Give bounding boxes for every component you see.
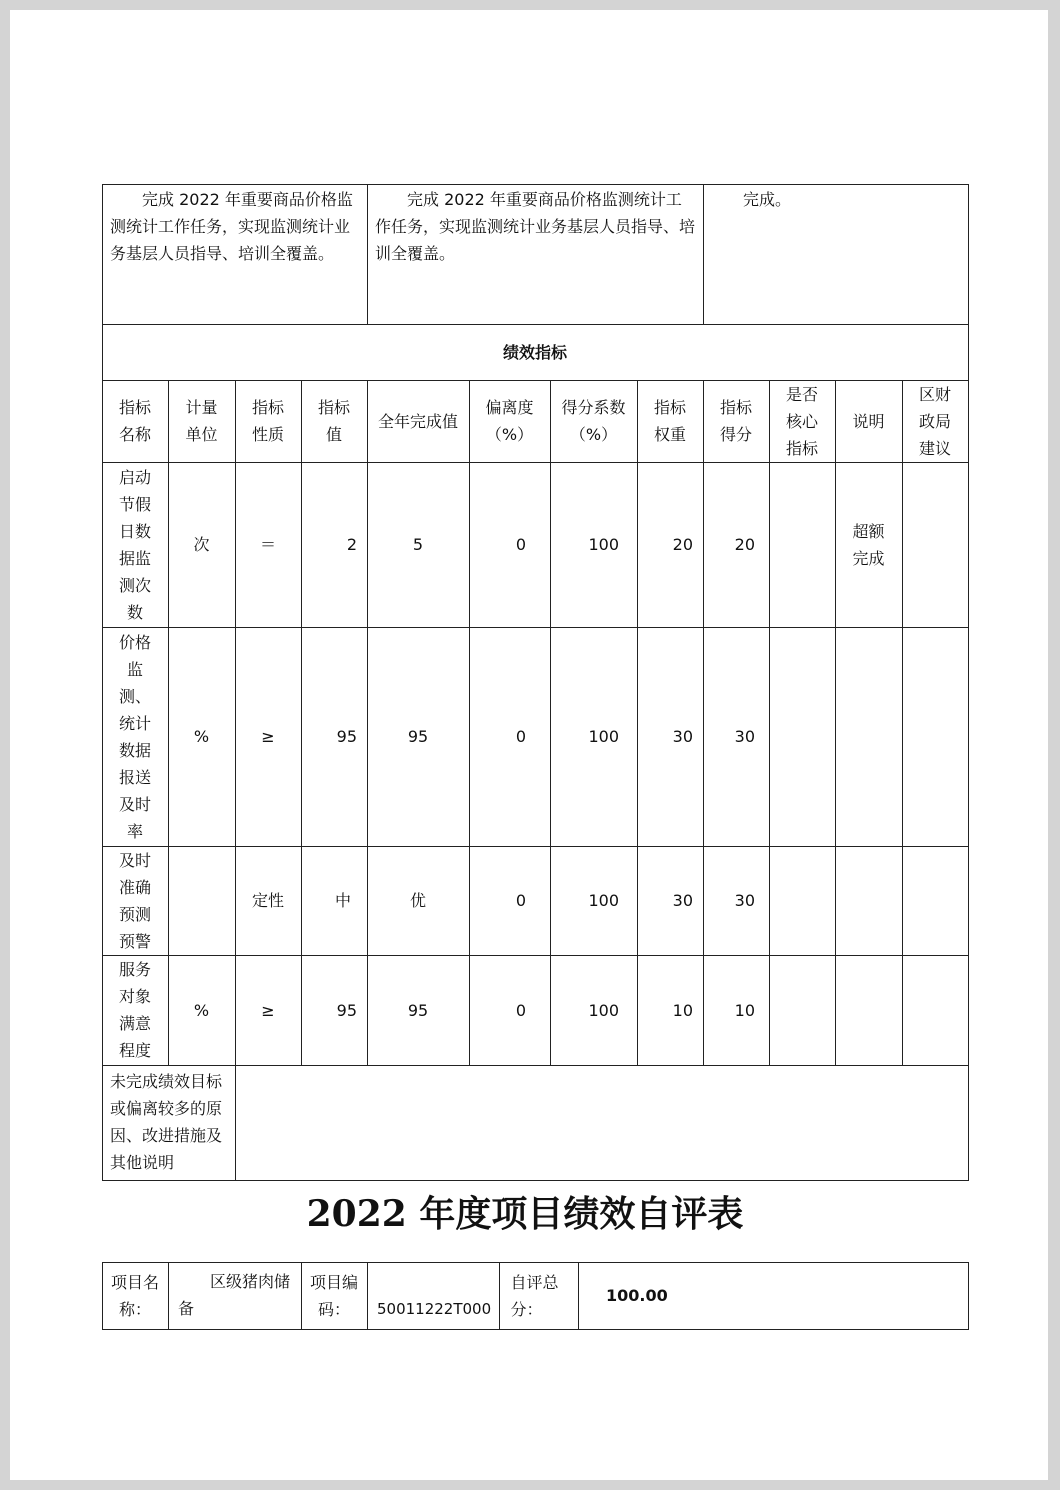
performance-section-title: 绩效指标 [502, 342, 567, 362]
row-note: 超额完成 [852, 521, 885, 568]
header-weight: 指标权重 [653, 398, 686, 444]
row-note [835, 846, 902, 955]
project-code-label: 项目编码： [310, 1272, 359, 1319]
row-actual: 5 [412, 535, 424, 554]
project-name-value: 区级猪肉储备 [178, 1272, 291, 1318]
row-note [835, 627, 902, 846]
row-advice [902, 846, 968, 955]
row-core [769, 627, 835, 846]
status-text: 完成。 [743, 190, 792, 209]
header-coefficient: 得分系数（%） [561, 398, 626, 444]
row-score: 10 [734, 1000, 755, 1020]
row-unit [168, 846, 235, 955]
header-unit: 计量单位 [185, 398, 218, 444]
row-actual: 95 [407, 727, 429, 746]
row-unit: % [193, 1000, 210, 1020]
row-actual: 优 [409, 891, 426, 910]
row-core [769, 955, 835, 1065]
project-code-value: 50011222T000 [377, 1300, 492, 1318]
header-core: 是否核心指标 [785, 384, 818, 458]
self-score-value: 100.00 [606, 1286, 668, 1305]
project-name-label: 项目名称： [111, 1272, 160, 1319]
row-indicator-name: 及时准确预测预警 [118, 850, 151, 951]
row-indicator-name: 启动节假日数据监测次数 [118, 467, 151, 622]
row-score: 20 [734, 535, 755, 554]
row-weight: 20 [672, 535, 693, 554]
row-unit: % [193, 727, 210, 746]
report-title: 2022 年度项目绩效自评表 [306, 1193, 744, 1235]
unfinished-label: 未完成绩效目标或偏离较多的原因、改进措施及其他说明 [110, 1072, 223, 1172]
row-advice [902, 627, 968, 846]
row-coefficient: 100 [588, 1000, 619, 1020]
row-weight: 30 [672, 727, 693, 746]
header-indicator-name: 指标名称 [118, 398, 151, 444]
row-coefficient: 100 [588, 891, 619, 910]
row-target: 95 [336, 1000, 357, 1020]
completion-text: 完成 2022 年重要商品价格监测统计工作任务，实现监测统计业务基层人员指导、培训全覆盖。 [375, 190, 696, 263]
row-deviation: 0 [515, 535, 526, 554]
row-nature: ≥ [261, 727, 275, 746]
row-core [769, 462, 835, 627]
row-advice [902, 955, 968, 1065]
row-weight: 30 [672, 891, 693, 910]
row-nature: ＝ [259, 535, 276, 554]
row-indicator-name: 价格监测、统计数据报送及时率 [118, 632, 151, 841]
unfinished-text [235, 1065, 968, 1180]
row-target: 中 [334, 891, 351, 910]
row-weight: 10 [672, 1000, 693, 1020]
header-advice: 区财政局建议 [918, 384, 951, 458]
row-coefficient: 100 [588, 535, 619, 554]
row-core [769, 846, 835, 955]
row-note [835, 955, 902, 1065]
row-deviation: 0 [515, 1000, 526, 1020]
row-score: 30 [734, 727, 755, 746]
header-nature: 指标性质 [251, 398, 284, 444]
row-deviation: 0 [515, 727, 526, 746]
row-score: 30 [734, 891, 755, 910]
goal-text: 完成 2022 年重要商品价格监测统计工作任务，实现监测统计业务基层人员指导、培训全覆盖。 [110, 190, 353, 263]
row-nature: 定性 [251, 891, 284, 910]
row-unit: 次 [193, 535, 210, 554]
row-deviation: 0 [515, 891, 526, 910]
row-target: 95 [336, 727, 357, 746]
header-actual: 全年完成值 [377, 411, 458, 431]
row-coefficient: 100 [588, 727, 619, 746]
row-target: 2 [346, 535, 357, 554]
row-nature: ≥ [261, 1000, 275, 1020]
header-score: 指标得分 [719, 398, 752, 444]
row-actual: 95 [407, 1000, 429, 1020]
row-advice [902, 462, 968, 627]
header-target: 指标值 [317, 398, 350, 444]
header-deviation: 偏离度（%） [485, 398, 534, 444]
header-note: 说明 [852, 411, 885, 431]
self-score-label: 自评总分： [510, 1272, 559, 1319]
row-indicator-name: 服务对象满意程度 [118, 960, 151, 1060]
